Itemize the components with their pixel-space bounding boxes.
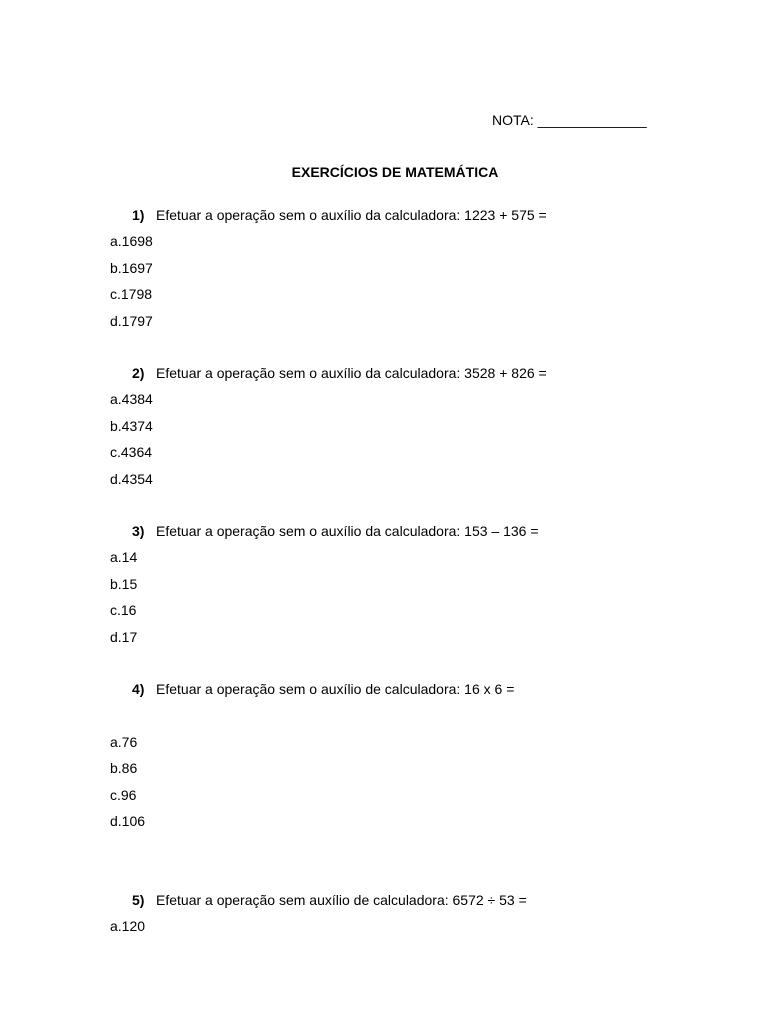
question-number: 3) (132, 523, 145, 539)
answer-option: a.120 (110, 918, 146, 934)
question-number: 4) (132, 681, 145, 697)
question-text: Efetuar a operação sem o auxílio de calculadora: 16 x 6 = (156, 681, 515, 697)
question-number: 5) (132, 892, 145, 908)
question-number: 2) (132, 365, 145, 381)
answer-option: b.15 (110, 576, 138, 592)
answer-option: b.1697 (110, 260, 153, 276)
question-text: Efetuar a operação sem o auxílio da calculadora: 1223 + 575 = (156, 207, 547, 223)
answer-option: d.106 (110, 813, 146, 829)
question-text: Efetuar a operação sem o auxílio da calculadora: 3528 + 826 = (156, 365, 547, 381)
grade-field: NOTA: ______________ (492, 112, 647, 128)
answer-option: c.16 (110, 602, 137, 618)
answer-option: c.4364 (110, 444, 153, 460)
answer-option: d.17 (110, 629, 138, 645)
question-text: Efetuar a operação sem auxílio de calculadora: 6572 ÷ 53 = (156, 892, 527, 908)
answer-option: a.4384 (110, 391, 153, 407)
answer-option: a.14 (110, 549, 138, 565)
question-number: 1) (132, 207, 145, 223)
answer-option: a.76 (110, 734, 138, 750)
answer-option: c.96 (110, 787, 137, 803)
answer-option: d.1797 (110, 313, 153, 329)
answer-option: c.1798 (110, 286, 153, 302)
answer-option: a.1698 (110, 233, 153, 249)
answer-option: d.4354 (110, 471, 153, 487)
page-title: EXERCÍCIOS DE MATEMÁTICA (291, 164, 499, 180)
answer-option: b.4374 (110, 418, 153, 434)
answer-option: b.86 (110, 760, 138, 776)
question-text: Efetuar a operação sem o auxílio da calculadora: 153 – 136 = (156, 523, 539, 539)
